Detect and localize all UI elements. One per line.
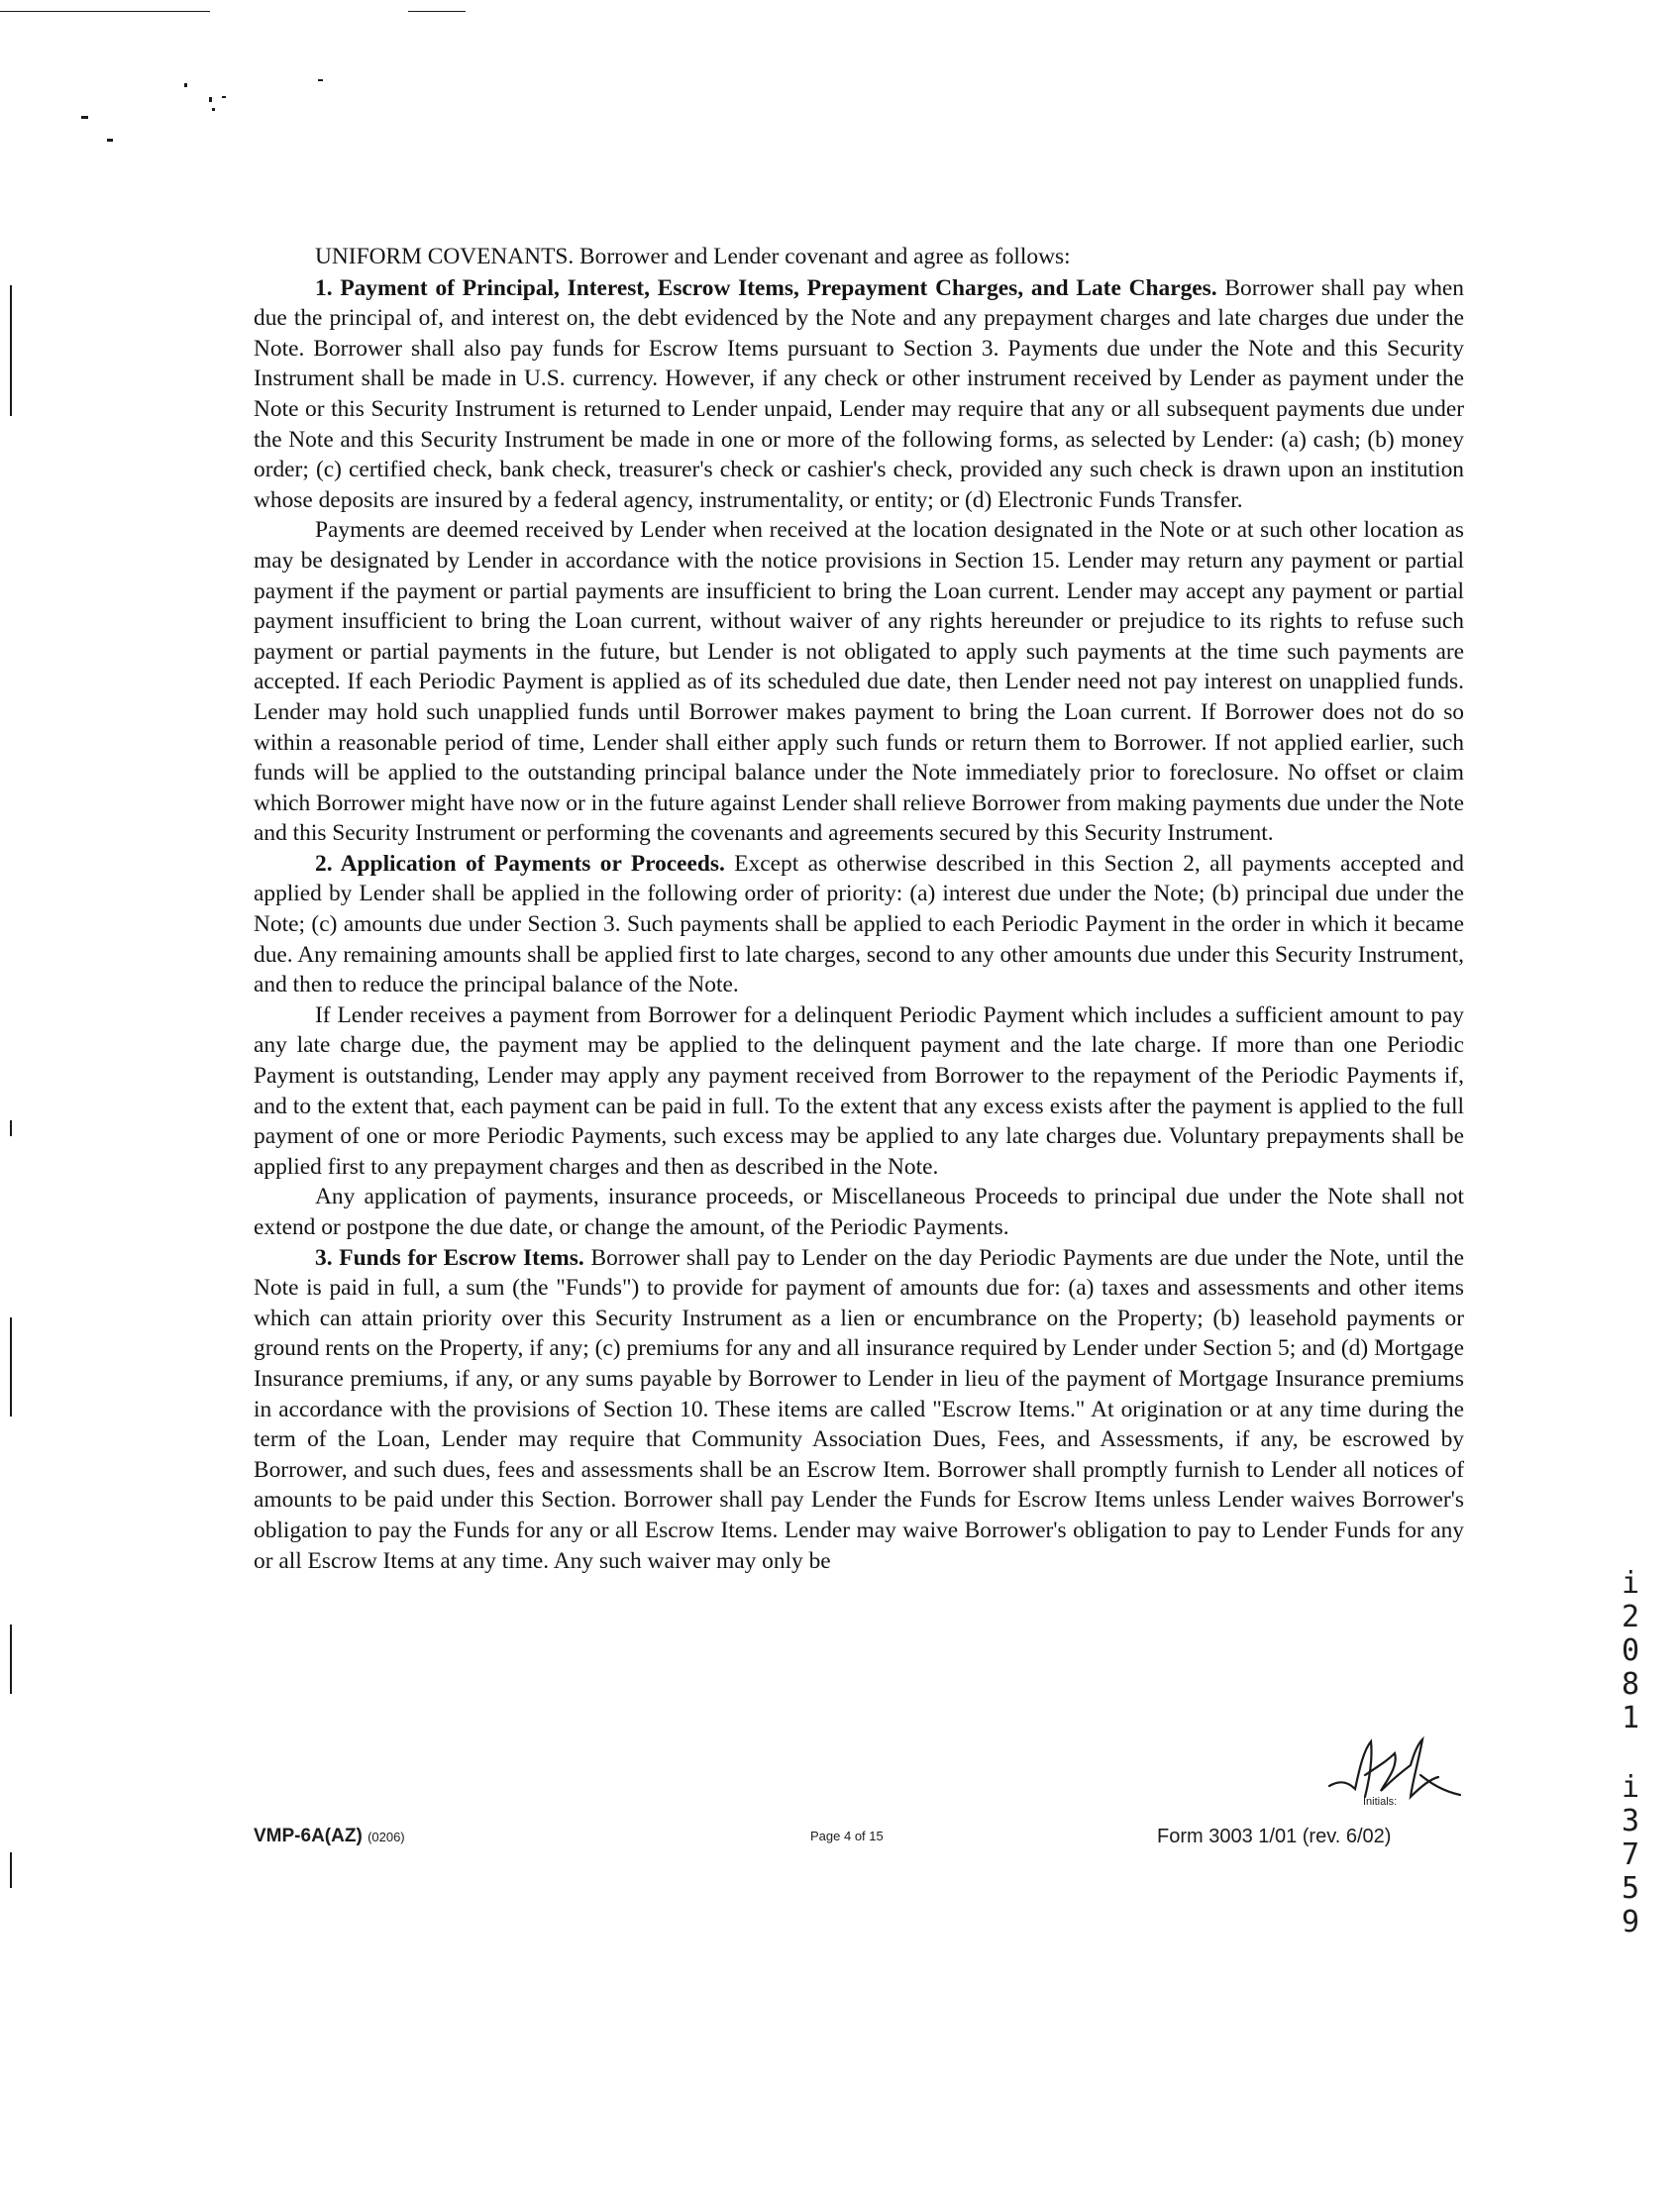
scan-line-top-left xyxy=(0,11,210,12)
stamp-digit: 8 xyxy=(1621,1667,1640,1702)
scan-speck xyxy=(81,116,88,119)
section-2-paragraph-2: If Lender receives a payment from Borrower for a delinquent Periodic Payment which includes a sufficient amount to pay any late charge due, the payment may be applied to the delinquent payment and the late charge. If more than one Periodic Payment is outstanding, Lender may apply any payment received from Borrower to the repayment of the Periodic Payments if, and to the extent that, each payment can be paid in full. To the extent that any excess exists after the payment is applied to the full payment of one or more Periodic Payments, such excess may be applied to any late charges due. Voluntary prepayments shall be applied first to any prepayment charges and then as described in the Note. xyxy=(254,1001,1464,1180)
section-2-heading: 2. Application of Payments or Proceeds. xyxy=(315,850,725,877)
margin-line xyxy=(10,1625,12,1694)
scan-speck xyxy=(222,96,226,98)
margin-line xyxy=(10,1120,12,1136)
stamp-digit: 2 xyxy=(1621,1600,1640,1634)
form-name: Form 3003 1/01 (rev. 6/02) xyxy=(1157,1826,1392,1847)
stamp-digit: 5 xyxy=(1621,1871,1640,1906)
section-1 xyxy=(254,273,1464,516)
recording-number-stamp xyxy=(1611,1567,1650,1940)
margin-line xyxy=(10,285,12,416)
stamp-digit: 9 xyxy=(1621,1905,1640,1940)
document-body xyxy=(254,242,1464,1576)
stamp-digit: i xyxy=(1621,1566,1640,1601)
covenants-intro: UNIFORM COVENANTS. Borrower and Lender covenant and agree as follows: xyxy=(315,244,1071,269)
initials-label: Initials: xyxy=(1363,1796,1398,1808)
section-3-text: Borrower shall pay to Lender on the day Periodic Payments are due under the Note, until the Note is paid in full, a sum (the "Funds") to provide for payment of amounts due for: (a) taxes and assessments and other items which can attain priority over this Security Instrument as a lien or encumbrance on the Property; (b) leasehold payments or ground rents on the Property, if any; (c) premiums for any and all insurance required by Lender under Section 5; and (d) Mortgage Insurance premiums, if any, or any sums payable by Borrower to Lender in lieu of the payment of Mortgage Insurance premiums in accordance with the provisions of Section 10. These items are called "Escrow Items." At origination or at any time during the term of the Loan, Lender may require that Community Association Dues, Fees, and Assessments, if any, be escrowed by Borrower, and such dues, fees and assessments shall be an Escrow Item. Borrower shall promptly furnish to Lender all notices of amounts to be paid under this Section. Borrower shall pay Lender the Funds for Escrow Items unless Lender waives Borrower's obligation to pay the Funds for any or all Escrow Items. Lender may waive Borrower's obligation to pay to Lender Funds for any or all Escrow Items at any time. Any such waiver may only be xyxy=(254,1244,1464,1574)
scan-speck xyxy=(318,79,323,81)
section-1-heading: 1. Payment of Principal, Interest, Escrow Items, Prepayment Charges, and Late Charges. xyxy=(315,274,1217,301)
stamp-digit: 3 xyxy=(1621,1804,1640,1838)
page-number: Page 4 of 15 xyxy=(810,1829,884,1843)
stamp-digit: i xyxy=(1621,1770,1640,1805)
form-code xyxy=(254,1826,405,1847)
section-3-heading: 3. Funds for Escrow Items. xyxy=(315,1244,584,1271)
stamp-gap xyxy=(1611,1735,1650,1771)
form-code-text: VMP-6A(AZ) xyxy=(254,1826,363,1846)
section-1-text: Borrower shall pay when due the principal of, and interest on, the debt evidenced by the Note and any prepayment charges and late charges due under the Note. Borrower shall also pay funds for Escrow Items pursuant to Section 3. Payments due under the Note and this Security Instrument shall be made in U.S. currency. However, if any check or other instrument received by Lender as payment under the Note or this Security Instrument is returned to Lender unpaid, Lender may require that any or all subsequent payments due under the Note and this Security Instrument be made in one or more of the following forms, as selected by Lender: (a) cash; (b) money order; (c) certified check, bank check, treasurer's check or cashier's check, provided any such check is drawn upon an institution whose deposits are insured by a federal agency, instrumentality, or entity; or (d) Electronic Funds Transfer. xyxy=(254,274,1464,513)
margin-line xyxy=(10,1852,12,1888)
stamp-digit: 7 xyxy=(1621,1837,1640,1872)
scan-speck xyxy=(107,139,113,142)
scan-speck xyxy=(184,83,187,87)
section-2-text: Except as otherwise described in this Section 2, all payments accepted and applied by Lender shall be applied in the following order of priority: (a) interest due under the Note; (b) principal due under the Note; (c) amounts due under Section 3. Such payments shall be applied to each Periodic Payment in the order in which it became due. Any remaining amounts shall be applied first to late charges, second to any other amounts due under this Security Instrument, and then to reduce the principal balance of the Note. xyxy=(254,850,1464,998)
stamp-digit: 0 xyxy=(1621,1633,1640,1668)
form-code-suffix: (0206) xyxy=(368,1830,405,1844)
section-3 xyxy=(254,1243,1464,1577)
stamp-digit: 1 xyxy=(1621,1701,1640,1735)
section-2 xyxy=(254,849,1464,1000)
scan-line-top xyxy=(408,11,466,12)
section-1-paragraph-2: Payments are deemed received by Lender when received at the location designated in the Note or at such other location as may be designated by Lender in accordance with the notice provisions in Section 15. Lender may return any payment or partial payment if the payment or partial payments are insufficient to bring the Loan current. Lender may accept any payment or partial payment insufficient to bring the Loan current, without waiver of any rights hereunder or prejudice to its rights to refuse such payment or partial payments in the future, but Lender is not obligated to apply such payments at the time such payments are accepted. If each Periodic Payment is applied as of its scheduled due date, then Lender need not pay interest on unapplied funds. Lender may hold such unapplied funds until Borrower makes payment to bring the Loan current. If Borrower does not do so within a reasonable period of time, Lender shall either apply such funds or return them to Borrower. If not applied earlier, such funds will be applied to the outstanding principal balance under the Note immediately prior to foreclosure. No offset or claim which Borrower might have now or in the future against Lender shall relieve Borrower from making payments due under the Note and this Security Instrument or performing the covenants and agreements secured by this Security Instrument. xyxy=(254,517,1464,847)
scan-speck xyxy=(209,97,212,102)
margin-line xyxy=(10,1317,12,1416)
scan-speck xyxy=(212,108,215,111)
section-2-paragraph-3: Any application of payments, insurance proceeds, or Miscellaneous Proceeds to principal due under the Note shall not extend or postpone the due date, or change the amount, of the Periodic Payments. xyxy=(254,1184,1464,1240)
